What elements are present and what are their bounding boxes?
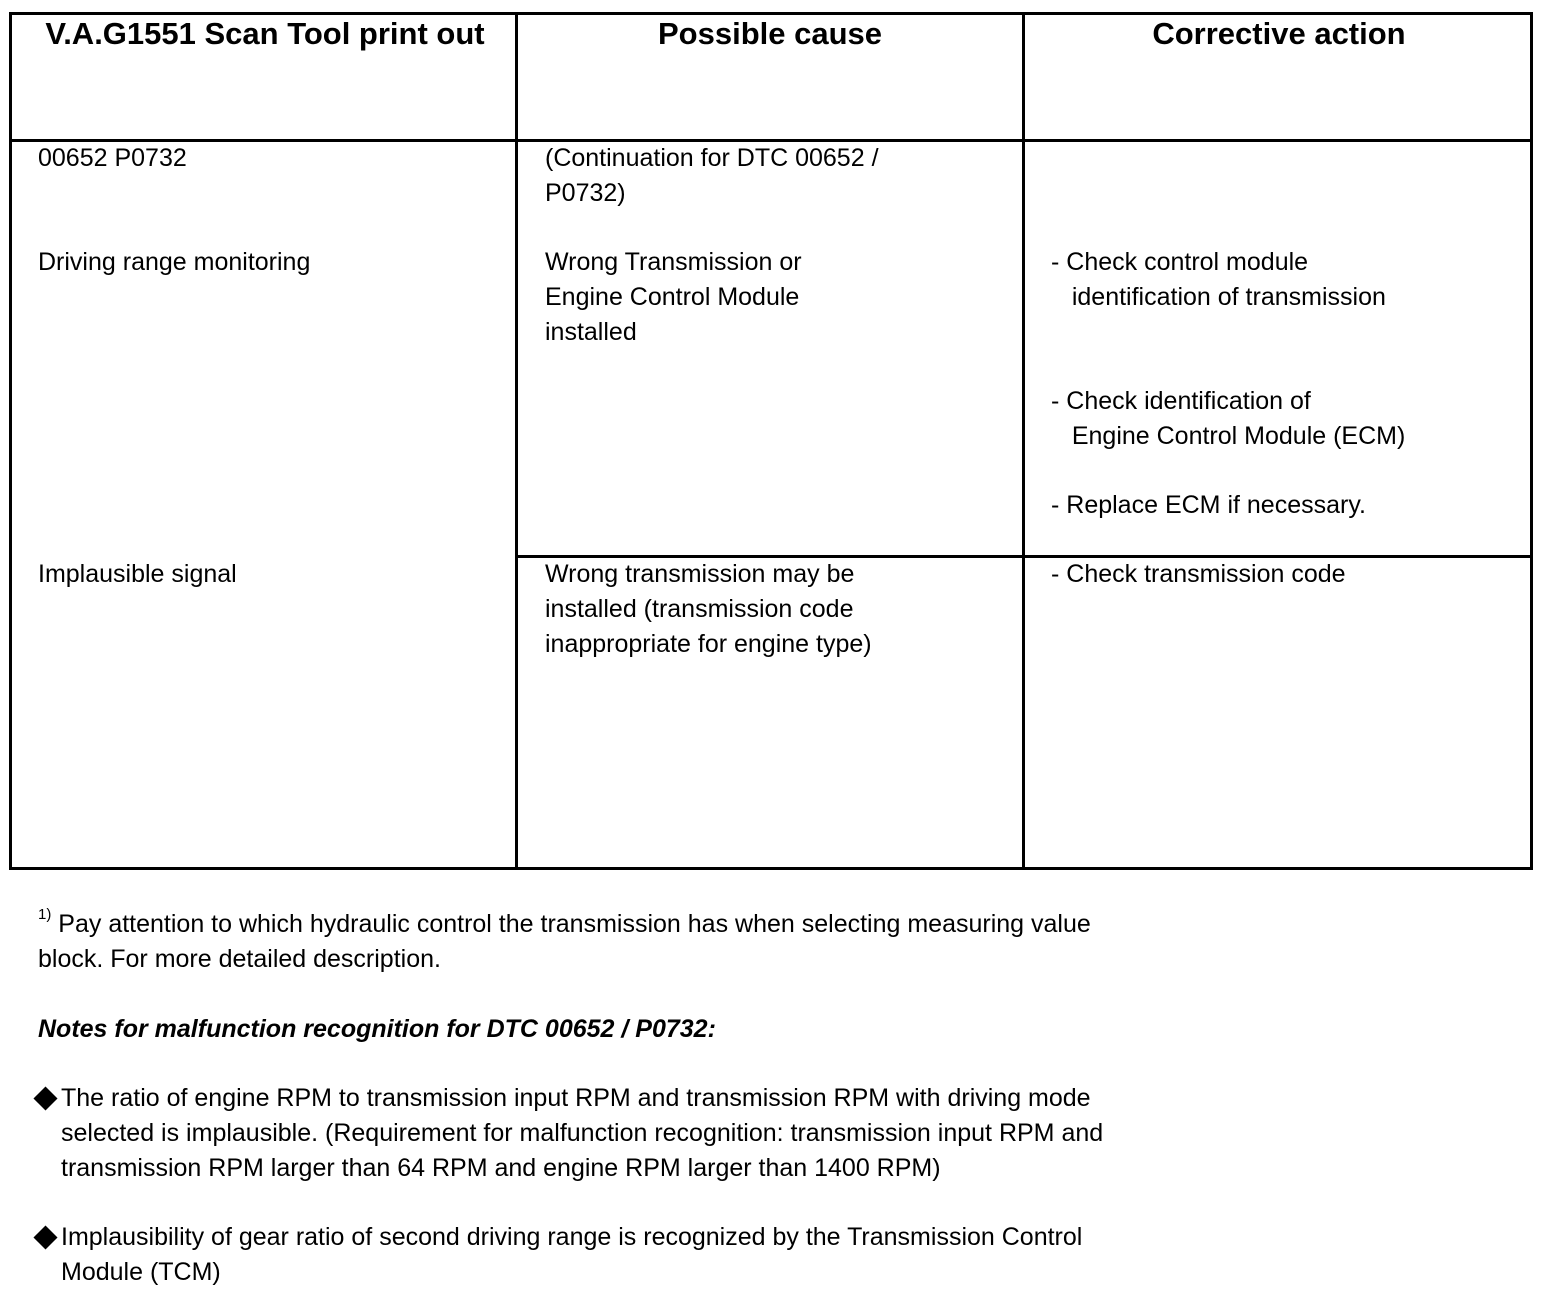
header-scan-tool: V.A.G1551 Scan Tool print out xyxy=(45,16,485,51)
footnote-marker: 1) xyxy=(38,906,52,923)
dtc-code: 00652 P0732 xyxy=(38,144,187,172)
note-bullet-2: Implausibility of gear ratio of second driving range is recognized by the Transmission Control Module (TCM) xyxy=(61,1223,1083,1286)
driving-range-label: Driving range monitoring xyxy=(38,248,311,276)
action-check-code: - Check transmission code xyxy=(1051,560,1346,588)
implausible-signal-label: Implausible signal xyxy=(38,560,237,588)
cause-wrong-module: Wrong Transmission or Engine Control Module installed xyxy=(545,248,802,346)
action-check-module: - Check control module identification of transmission xyxy=(1051,248,1386,311)
diamond-bullet-icon xyxy=(33,1086,57,1110)
footnote-text: Pay attention to which hydraulic control the transmission has when selecting measuring value block. For more detailed description. xyxy=(38,910,1091,973)
continuation-note: (Continuation for DTC 00652 / P0732) xyxy=(545,144,879,207)
action-check-ecm: - Check identification of Engine Control Module (ECM) xyxy=(1051,387,1406,450)
footnote xyxy=(38,907,1091,977)
cause-wrong-transmission: Wrong transmission may be installed (transmission code inappropriate for engine type) xyxy=(545,560,872,658)
notes-heading: Notes for malfunction recognition for DTC 00652 / P0732: xyxy=(38,1015,716,1043)
diamond-bullet-icon xyxy=(33,1225,57,1249)
note-bullet-1: The ratio of engine RPM to transmission input RPM and transmission RPM with driving mode selected is implausible. (Requirement for malfunction recognition: transmission input RPM and transmission RPM larger than 64 RPM and engine RPM larger than 1400 RPM) xyxy=(61,1084,1104,1182)
action-replace-ecm: - Replace ECM if necessary. xyxy=(1051,491,1366,519)
header-corrective-action: Corrective action xyxy=(1152,16,1406,51)
header-possible-cause: Possible cause xyxy=(657,16,882,51)
